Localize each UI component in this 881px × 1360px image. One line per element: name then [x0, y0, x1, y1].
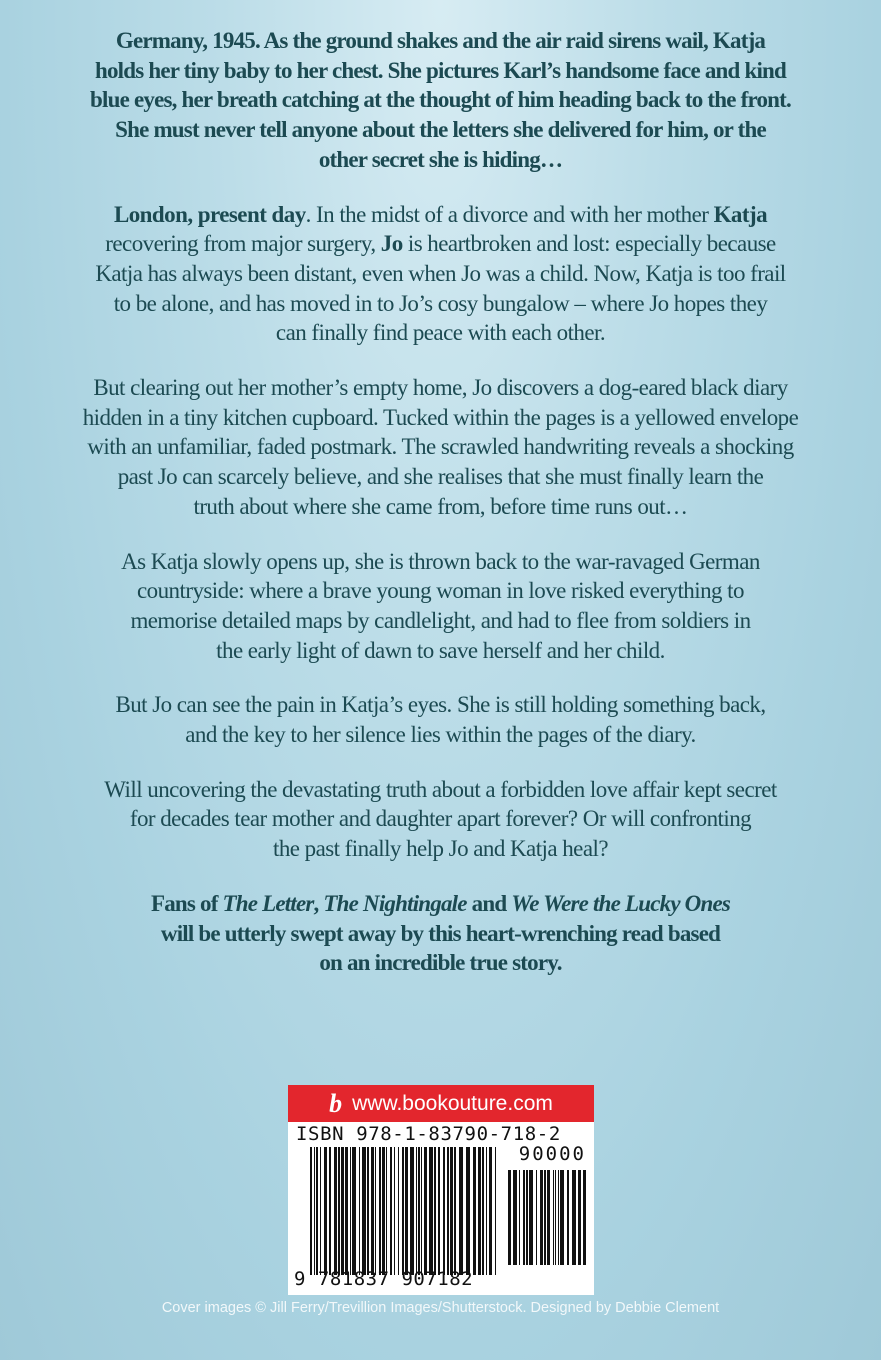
blurb-text: London, present day: [113, 201, 306, 227]
blurb-text: and the key to her silence lies within the pages of the diary.: [185, 722, 696, 748]
barcode-bar: [350, 1147, 351, 1275]
barcode-bar: [540, 1170, 543, 1265]
barcode-bar: [405, 1147, 408, 1275]
barcode-bar: [473, 1147, 476, 1275]
blurb-line: [0, 403, 881, 433]
blurb-line: [0, 26, 881, 56]
barcode-bar: [310, 1147, 312, 1275]
blurb-line: [0, 462, 881, 492]
blurb-text: truth about where she came from, before time runs out…: [193, 493, 688, 519]
barcode-bar: [429, 1147, 433, 1275]
blurb-text: But Jo can see the pain in Katja’s eyes. She is still holding something back,: [115, 692, 766, 718]
barcode-bar: [459, 1147, 463, 1275]
barcode-bar: [583, 1170, 586, 1265]
barcode-bar: [390, 1147, 392, 1275]
book-title-text: We Were the Lucky Ones: [511, 890, 731, 916]
barcode-bar: [478, 1147, 481, 1275]
barcode-bar: [529, 1170, 533, 1265]
blurb-paragraph: [0, 690, 881, 749]
blurb-line: [0, 948, 881, 978]
barcode-bar: [544, 1170, 546, 1265]
blurb-text: Will uncovering the devastating truth about a forbidden love affair kept secret: [104, 776, 777, 802]
barcode-bar: [334, 1147, 337, 1275]
blurb-text: countryside: where a brave young woman in love risked everything to: [137, 578, 744, 604]
barcode-bar: [508, 1170, 511, 1265]
blurb-line: [0, 115, 881, 145]
barcode-ean-number: 9 781837 907182: [294, 1268, 474, 1290]
barcode-bar: [316, 1147, 318, 1275]
blurb-text: holds her tiny baby to her chest. She pictures Karl’s handsome face and kind: [94, 57, 787, 83]
barcode-bar: [447, 1147, 449, 1275]
blurb-text: Germany, 1945. As the ground shakes and the air raid sirens wail, Katja: [115, 28, 766, 53]
barcode-bar: [553, 1170, 554, 1265]
blurb-line: [0, 56, 881, 86]
barcode-bar: [572, 1170, 576, 1265]
blurb-paragraph: [0, 889, 881, 978]
blurb-text: the early light of dawn to save herself and her child.: [216, 637, 665, 663]
blurb-text: memorise detailed maps by candlelight, and had to flee from soldiers in: [130, 607, 751, 633]
blurb-line: [0, 200, 881, 230]
barcode-bar: [371, 1147, 374, 1275]
barcode-bar: [410, 1147, 414, 1275]
barcode-addon-number: 90000: [518, 1143, 586, 1165]
barcode-bar: [482, 1147, 484, 1275]
publisher-url: www.bookouture.com: [352, 1091, 553, 1115]
blurb-line: [0, 547, 881, 577]
barcode-bar: [386, 1147, 387, 1275]
blurb-text: other secret she is hiding…: [318, 146, 563, 172]
barcode-bar: [394, 1147, 395, 1275]
blurb-text: the past finally help Jo and Katja heal?: [272, 836, 609, 862]
barcode-bar: [454, 1147, 456, 1275]
blurb-text: to be alone, and has moved in to Jo’s cosy bungalow – where Jo hopes they: [113, 290, 768, 316]
book-title-text: The Nightingale: [323, 890, 467, 916]
barcode-bar: [338, 1147, 340, 1275]
blurb-line: [0, 289, 881, 319]
blurb-line: [0, 85, 881, 115]
blurb-line: [0, 259, 881, 289]
barcode-bar: [320, 1147, 321, 1275]
blurb-text: hidden in a tiny kitchen cupboard. Tucked within the pages is a yellowed envelope: [82, 404, 799, 430]
blurb-paragraph: [0, 200, 881, 349]
blurb-text: is heartbroken and lost: especially because: [402, 231, 776, 257]
blurb-text: She must never tell anyone about the letters she delivered for him, or the: [115, 117, 766, 143]
back-cover-blurb: [0, 26, 881, 1003]
barcode-bar: [367, 1147, 369, 1275]
barcode-bar: [352, 1147, 356, 1275]
blurb-text: Fans of: [150, 890, 223, 916]
barcode-panel: [288, 1085, 594, 1295]
publisher-logo: b: [329, 1088, 343, 1118]
blurb-line: [0, 373, 881, 403]
barcode-bar: [345, 1147, 348, 1275]
barcode-bar: [578, 1170, 581, 1265]
blurb-line: [0, 775, 881, 805]
cover-credits: Cover images © Jill Ferry/Trevillion Images/Shutterstock. Designed by Debbie Clement: [161, 1300, 720, 1316]
barcode-bar: [434, 1147, 436, 1275]
blurb-text: recovering from major surgery,: [105, 231, 381, 257]
blurb-line: [0, 606, 881, 636]
barcode-bar: [329, 1147, 331, 1275]
barcode-bar: [314, 1147, 315, 1275]
blurb-line: [0, 889, 881, 919]
blurb-paragraph: [0, 775, 881, 864]
blurb-text: on an incredible true story.: [319, 950, 562, 976]
blurb-line: [0, 636, 881, 666]
barcode-bar: [382, 1147, 385, 1275]
blurb-text: and: [466, 890, 512, 916]
barcode-bar: [416, 1147, 417, 1275]
barcode-bar: [443, 1147, 445, 1275]
barcode-bar: [547, 1170, 550, 1265]
blurb-line: [0, 145, 881, 175]
barcode-bar: [438, 1147, 440, 1275]
barcode-bar: [555, 1170, 556, 1265]
blurb-text: But clearing out her mother’s empty home, Jo discovers a dog-eared black diary: [93, 375, 788, 401]
blurb-paragraph: [0, 26, 881, 175]
barcode-bar: [375, 1147, 376, 1275]
barcode-bar: [536, 1170, 537, 1265]
blurb-text: ,: [313, 890, 324, 916]
blurb-line: [0, 720, 881, 750]
barcode-bar: [424, 1147, 427, 1275]
barcode-bar: [567, 1170, 569, 1265]
blurb-line: [0, 834, 881, 864]
blurb-line: [0, 432, 881, 462]
barcode-bar: [421, 1147, 422, 1275]
barcode-bar: [379, 1147, 381, 1275]
barcode-bar: [558, 1170, 559, 1265]
blurb-line: [0, 919, 881, 949]
barcode-bar: [560, 1170, 564, 1265]
blurb-text: . In the midst of a divorce and with her mother: [305, 201, 714, 227]
blurb-text: for decades tear mother and daughter apart forever? Or will confronting: [129, 806, 752, 832]
blurb-text: Katja has always been distant, even when Jo was a child. Now, Katja is too frail: [95, 260, 786, 286]
barcode-bar: [324, 1147, 327, 1275]
barcode-bar: [341, 1147, 344, 1275]
barcode-bar: [523, 1170, 525, 1265]
barcode-bar: [450, 1147, 453, 1275]
blurb-line: [0, 318, 881, 348]
book-title-text: The Letter: [222, 890, 314, 916]
blurb-line: [0, 492, 881, 522]
blurb-paragraph: [0, 547, 881, 666]
barcode-bar: [519, 1170, 520, 1265]
blurb-text: blue eyes, her breath catching at the thought of him heading back to the front.: [90, 87, 791, 113]
blurb-text: As Katja slowly opens up, she is thrown back to the war-ravaged German: [121, 548, 760, 574]
barcode-bar: [513, 1170, 517, 1265]
barcode-bar: [362, 1147, 366, 1275]
blurb-paragraph: [0, 373, 881, 522]
barcode-bar: [526, 1170, 528, 1265]
blurb-line: [0, 229, 881, 259]
barcode-bar: [466, 1147, 470, 1275]
barcode-bar: [486, 1147, 487, 1275]
blurb-text: will be utterly swept away by this heart-wrenching read based: [160, 920, 721, 946]
barcode-bar: [495, 1147, 496, 1275]
blurb-line: [0, 690, 881, 720]
barcode-bar: [398, 1147, 399, 1275]
isbn-label: ISBN 978-1-83790-718-2: [296, 1123, 561, 1145]
blurb-text: Katja: [713, 201, 768, 227]
barcode-bars: [288, 1085, 594, 1295]
barcode-bar: [359, 1147, 360, 1275]
blurb-text: with an unfamiliar, faded postmark. The scrawled handwriting reveals a shocking: [87, 434, 794, 460]
blurb-text: Jo: [380, 231, 403, 257]
blurb-text: can finally find peace with each other.: [275, 320, 606, 346]
barcode-bar: [489, 1147, 492, 1275]
barcode-bar: [402, 1147, 404, 1275]
blurb-line: [0, 576, 881, 606]
barcode-bar: [418, 1147, 420, 1275]
blurb-line: [0, 804, 881, 834]
blurb-text: past Jo can scarcely believe, and she realises that she must finally learn the: [117, 464, 764, 490]
